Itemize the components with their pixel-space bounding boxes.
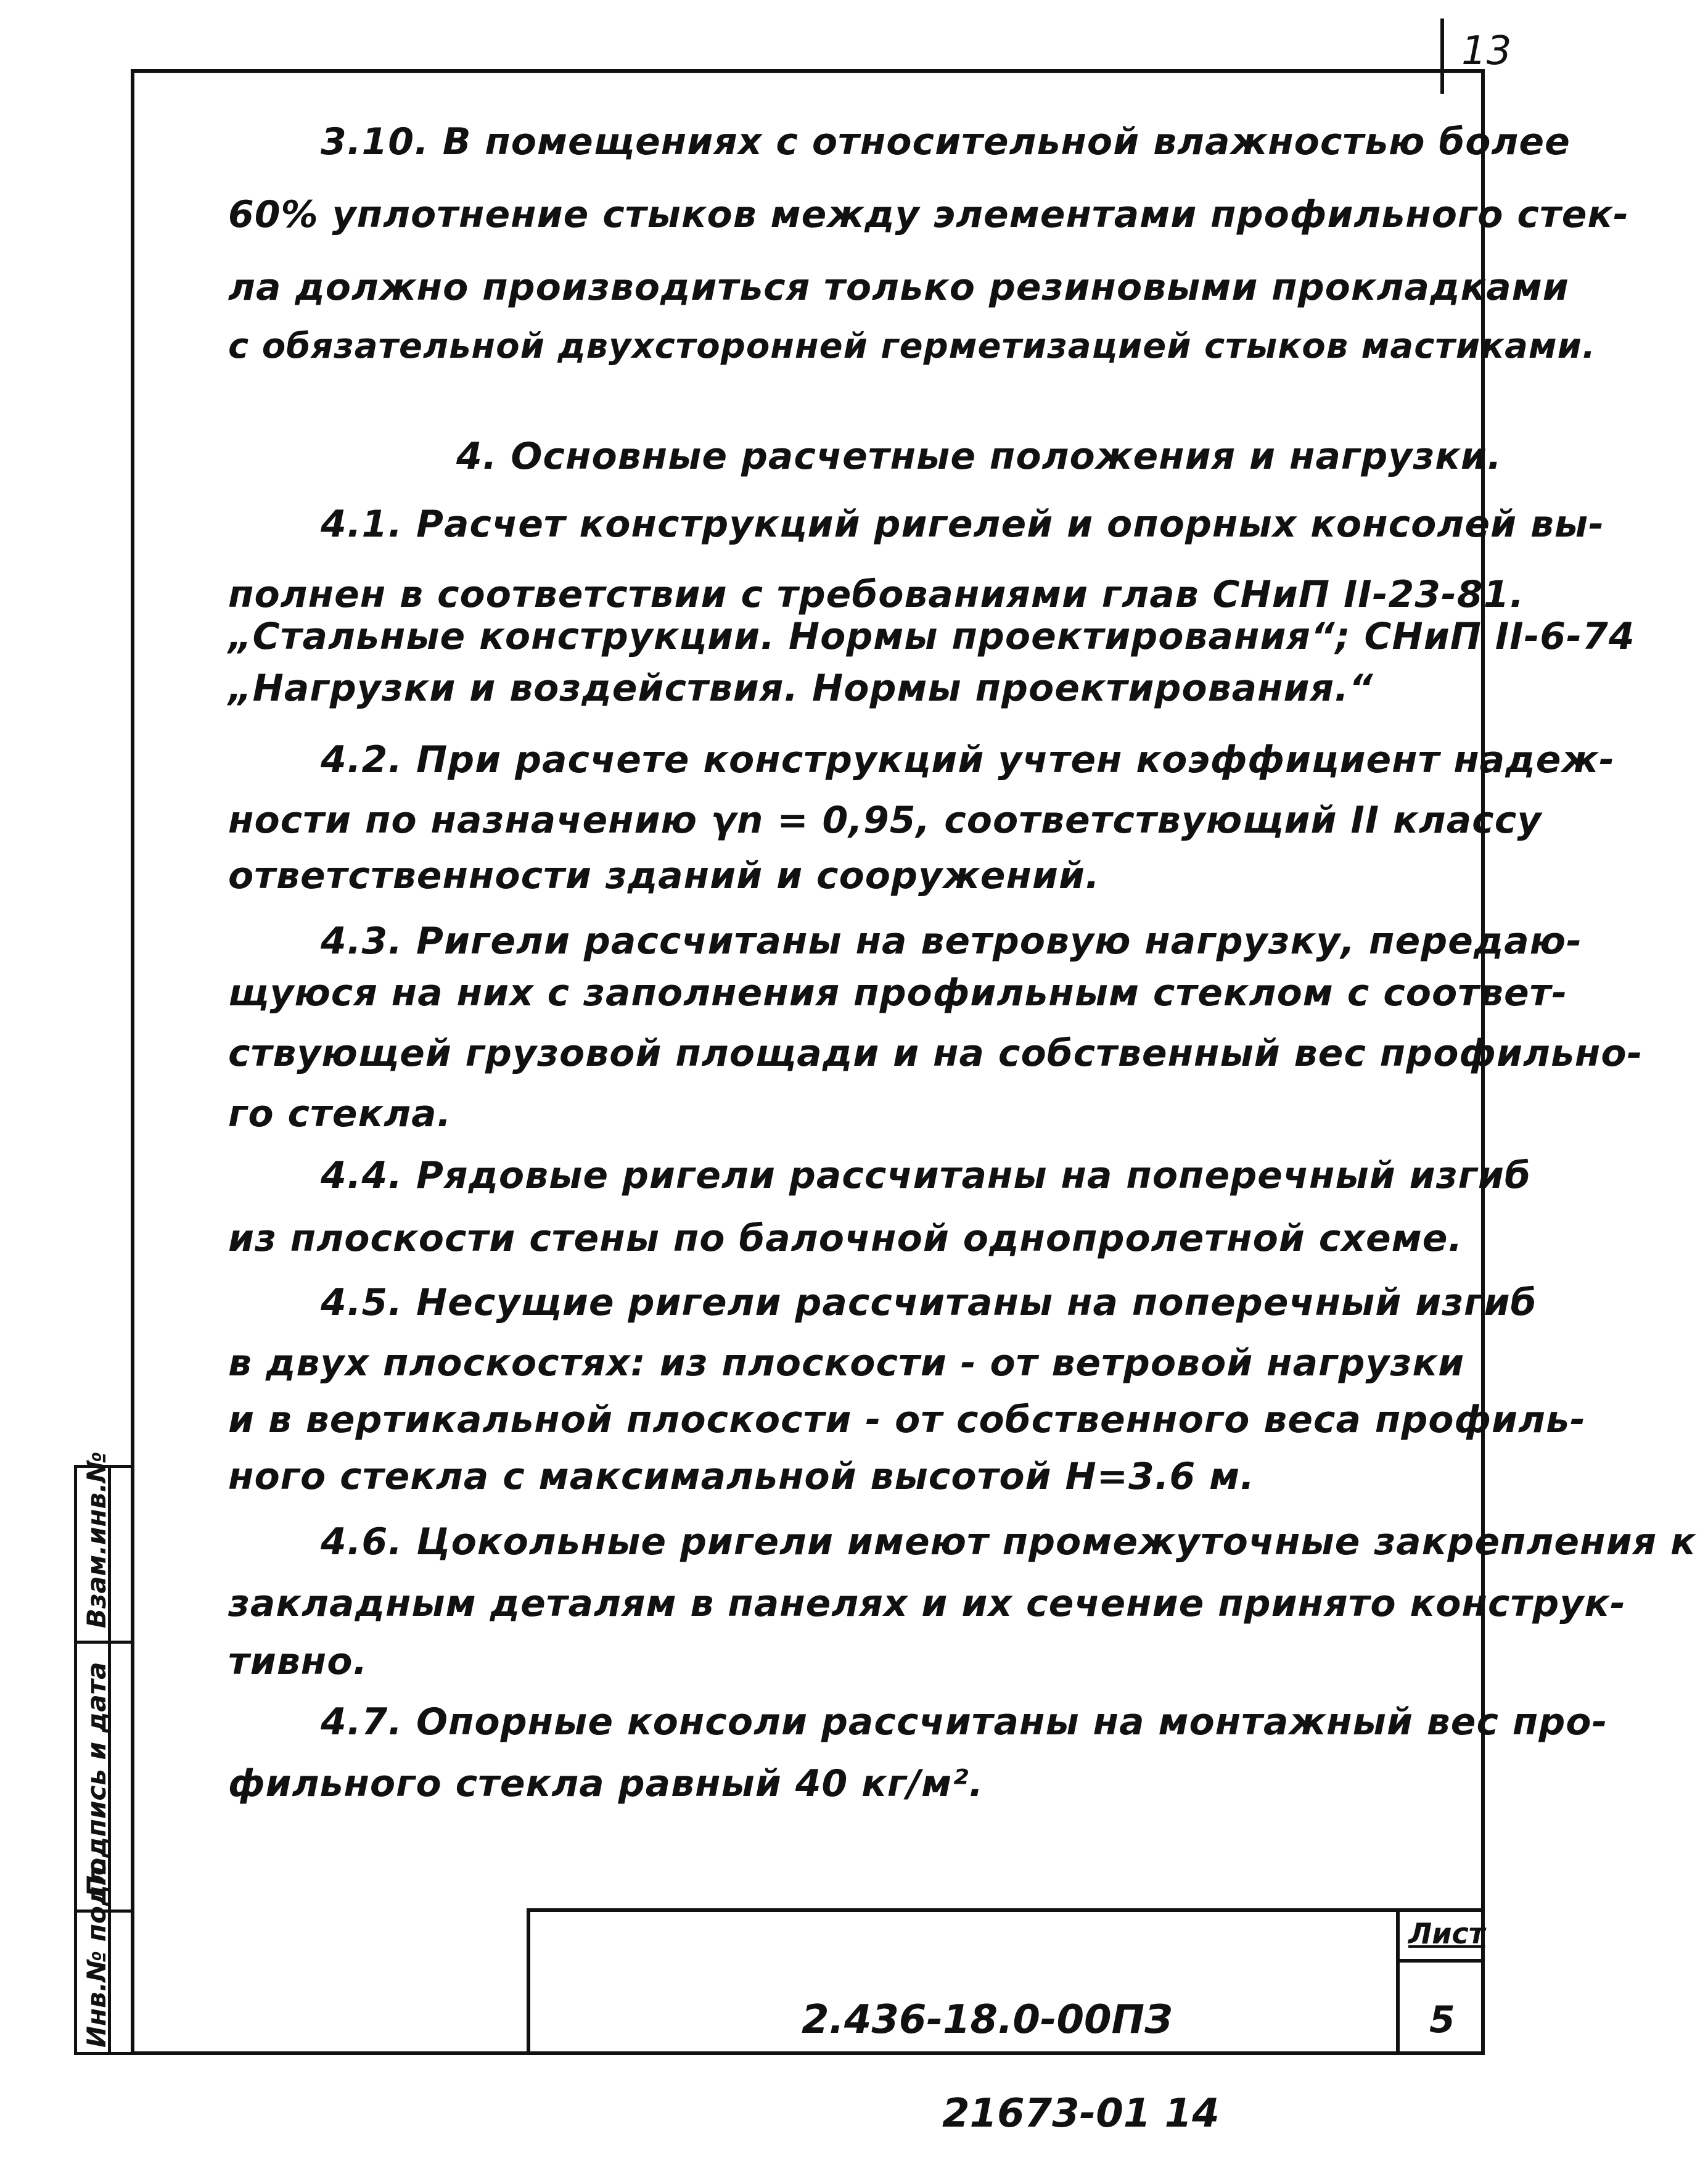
strip-signature-date: Подпись и дата bbox=[81, 1662, 112, 1897]
title-block-list-divider bbox=[1396, 1959, 1485, 1963]
sheet-list-number: 5 bbox=[1429, 1998, 1455, 2041]
para-4-1-line-2: полнен в соответствии с требованиями глав СНиП II-23-81. bbox=[228, 573, 1525, 616]
para-4-3-line-1: 4.3. Ригели рассчитаны на ветровую нагрузку, передаю- bbox=[321, 920, 1583, 963]
para-4-7-line-1: 4.7. Опорные консоли рассчитаны на монтажный вес про- bbox=[321, 1700, 1608, 1744]
para-4-1-line-4: „Нагрузки и воздействия. Нормы проектирования.“ bbox=[228, 667, 1374, 710]
para-3-10-line-2: 60% уплотнение стыков между элементами профильного стек- bbox=[228, 193, 1630, 236]
para-4-7-line-2: фильного стекла равный 40 кг/м². bbox=[228, 1762, 984, 1805]
para-4-2-line-1: 4.2. При расчете конструкций учтен коэффициент надеж- bbox=[321, 738, 1616, 781]
para-4-3-line-3: ствующей грузовой площади и на собственный вес профильно- bbox=[228, 1032, 1643, 1075]
strip-divider-1 bbox=[74, 1641, 134, 1644]
para-4-4-line-2: из плоскости стены по балочной однопролетной схеме. bbox=[228, 1217, 1463, 1260]
strip-replaced-inv: Взам.инв.№ bbox=[81, 1451, 112, 1628]
sheet-number: 13 bbox=[1461, 28, 1512, 74]
para-4-3-line-4: го стекла. bbox=[228, 1092, 452, 1135]
para-4-4-line-1: 4.4. Рядовые ригели рассчитаны на поперечный изгиб bbox=[321, 1154, 1531, 1197]
para-4-1-line-3: „Стальные конструкции. Нормы проектирования“; СНиП II-6-74 bbox=[228, 615, 1635, 658]
document-code: 2.436-18.0-00ПЗ bbox=[802, 1997, 1173, 2043]
para-3-10-line-4: с обязательной двухсторонней герметизацией стыков мастиками. bbox=[228, 326, 1596, 366]
sheet-label: Лист bbox=[1408, 1917, 1485, 1950]
para-4-5-line-2: в двух плоскостях: из плоскости - от ветровой нагрузки bbox=[228, 1341, 1465, 1385]
para-4-6-line-1: 4.6. Цокольные ригели имеют промежуточные закрепления к bbox=[321, 1520, 1696, 1564]
strip-inv-no-orig: Инв.№ подл. bbox=[81, 1856, 112, 2048]
para-4-2-line-3: ответственности зданий и сооружений. bbox=[228, 854, 1100, 897]
para-4-5-line-4: ного стекла с максимальной высотой H=3.6 м. bbox=[228, 1455, 1255, 1498]
para-4-6-line-2: закладным деталям в панелях и их сечение принято конструк- bbox=[228, 1582, 1626, 1625]
para-4-2-line-2: ности по назначению γn = 0,95, соответствующий II классу bbox=[228, 799, 1542, 842]
archive-number: 21673-01 14 bbox=[942, 2091, 1220, 2136]
para-4-6-line-3: тивно. bbox=[228, 1640, 368, 1683]
para-4-1-line-1: 4.1. Расчет конструкций ригелей и опорных консолей вы- bbox=[321, 503, 1605, 546]
section-4-heading: 4. Основные расчетные положения и нагрузки. bbox=[456, 435, 1502, 478]
para-3-10-line-3: ла должно производиться только резиновыми прокладками bbox=[228, 266, 1569, 309]
para-4-5-line-1: 4.5. Несущие ригели рассчитаны на поперечный изгиб bbox=[321, 1281, 1537, 1324]
para-4-5-line-3: и в вертикальной плоскости - от собственного веса профиль- bbox=[228, 1398, 1586, 1441]
title-block-divider bbox=[1396, 1908, 1400, 2055]
para-4-3-line-2: щуюся на них с заполнения профильным стеклом с соответ- bbox=[228, 971, 1568, 1015]
para-3-10-line-1: 3.10. В помещениях с относительной влажностью более bbox=[321, 120, 1570, 163]
